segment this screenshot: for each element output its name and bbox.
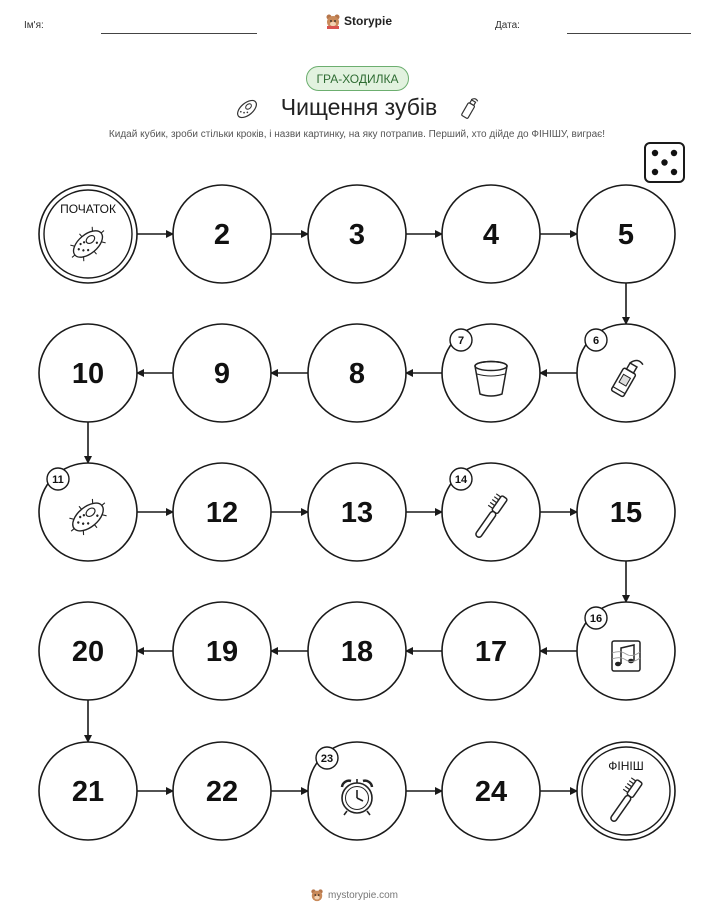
space-number: 11 [52, 474, 64, 486]
space-number: 24 [474, 776, 508, 808]
space-number-badge [316, 747, 338, 769]
start-label: ПОЧАТОК [60, 202, 116, 216]
game-type-badge: ГРА-ХОДИЛКА [306, 66, 409, 91]
space-number: 20 [71, 636, 105, 668]
space-number: 15 [609, 497, 643, 529]
space-number: 6 [592, 335, 600, 347]
space-number: 19 [205, 636, 239, 668]
board-space-15 [577, 463, 675, 561]
space-number: 9 [213, 358, 231, 390]
board-space-18 [308, 602, 406, 700]
space-number: 2 [213, 219, 231, 251]
name-label: Ім'я: [24, 20, 44, 31]
board-space-8 [308, 324, 406, 422]
music-icon [612, 641, 640, 671]
cup-icon [475, 362, 507, 397]
space-number: 8 [348, 358, 366, 390]
space-number: 23 [320, 753, 334, 765]
space-number-badge [450, 468, 472, 490]
board-space-1 [39, 185, 137, 283]
footer-url: mystorypie.com [328, 889, 399, 901]
board-space-10 [39, 324, 137, 422]
board-space-21 [39, 742, 137, 840]
board-space-23 [308, 742, 406, 840]
board-space-7 [442, 324, 540, 422]
instructions: Кидай кубик, зроби стільки кроків, і назви картинку, на яку потрапив. Перший, хто дійде до ФІНІШУ, виграє! [108, 129, 606, 140]
space-number: 13 [340, 497, 374, 529]
space-number-badge [585, 607, 607, 629]
dice-five-icon [645, 143, 684, 182]
board-space-9 [173, 324, 271, 422]
date-label: Дата: [495, 20, 520, 31]
board-space-20 [39, 602, 137, 700]
board-space-17 [442, 602, 540, 700]
board-space-25 [577, 742, 675, 840]
space-number: 18 [340, 636, 374, 668]
board-space-22 [173, 742, 271, 840]
finish-label: ФІНІШ [608, 759, 644, 773]
board-space-24 [442, 742, 540, 840]
space-number: 17 [474, 636, 508, 668]
board-space-6 [577, 324, 675, 422]
board-space-12 [173, 463, 271, 561]
title-text: Чищення зубів [280, 94, 438, 120]
bear-logo-icon [310, 888, 324, 902]
space-number: 14 [454, 474, 468, 486]
brand-name: Storypie [344, 14, 393, 28]
board-space-13 [308, 463, 406, 561]
board-space-3 [308, 185, 406, 283]
space-number: 21 [71, 776, 105, 808]
board-space-4 [442, 185, 540, 283]
space-number-badge [450, 329, 472, 351]
space-number: 16 [589, 613, 603, 625]
board-space-19 [173, 602, 271, 700]
board-space-5 [577, 185, 675, 283]
space-number-badge [585, 329, 607, 351]
board-space-11 [39, 463, 137, 561]
footer [310, 888, 398, 902]
space-number: 7 [457, 335, 465, 347]
space-number-badge [47, 468, 69, 490]
space-number: 5 [617, 219, 635, 251]
space-number: 3 [348, 219, 366, 251]
board-space-14 [442, 463, 540, 561]
board-space-2 [173, 185, 271, 283]
space-number: 22 [205, 776, 239, 808]
space-number: 12 [205, 497, 239, 529]
board-space-16 [577, 602, 675, 700]
space-number: 10 [71, 358, 105, 390]
space-number: 4 [482, 219, 500, 251]
